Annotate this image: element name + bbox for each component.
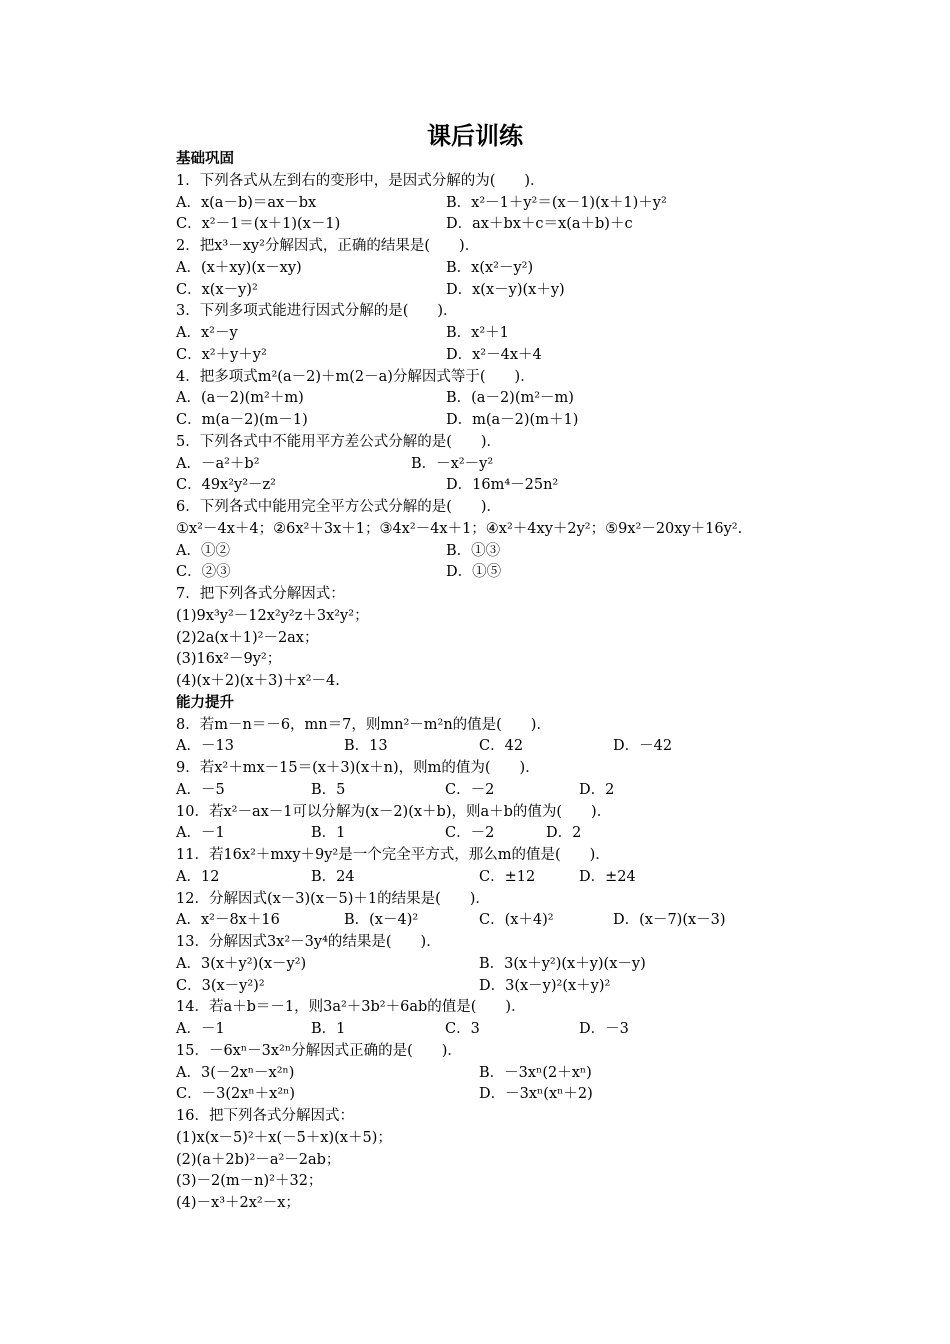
question-13-options-row-1 (176, 954, 796, 976)
option-c: C．3 (445, 1021, 480, 1037)
question-6-options-row-1 (176, 541, 796, 563)
option-c: C．49x²y²－z² (176, 477, 276, 494)
option-b: B．x²－1＋y²＝(x－1)(x＋1)＋y² (446, 194, 667, 211)
option-d: D．(x－7)(x－3) (613, 912, 726, 929)
question-4-options-row-2 (176, 410, 796, 432)
question-15-options-row-1 (176, 1063, 796, 1085)
option-a: A．x²－8x＋16 (176, 912, 280, 929)
option-b: B．－x²－y² (411, 455, 494, 472)
option-b: B．3(x＋y²)(x＋y)(x－y) (479, 955, 646, 972)
option-a: A．x(a－b)＝ax－bx (176, 194, 317, 211)
option-a: A．3(－2xⁿ－x²ⁿ) (176, 1064, 295, 1081)
page-title: 课后训练 (427, 122, 523, 150)
option-b: B．(a－2)(m²－m) (446, 390, 574, 407)
question-9-options (176, 780, 796, 802)
question-9: 9．若x²＋mx－15＝(x＋3)(x＋n)，则m的值为( )． (176, 760, 540, 776)
question-7: 7．把下列各式分解因式： (176, 586, 345, 602)
option-d: D．ax＋bx＋c＝x(a＋b)＋c (446, 216, 633, 233)
question-15-options-row-2 (176, 1084, 796, 1106)
option-a: A．－1 (176, 1021, 225, 1037)
question-1-options-row-1 (176, 193, 796, 215)
option-d: D．－42 (613, 738, 673, 755)
option-c: C．42 (479, 738, 524, 755)
question-16: 16．把下列各式分解因式： (176, 1108, 354, 1124)
question-16-part-2: (2)(a＋2b)²－a²－2ab； (176, 1151, 341, 1168)
option-c: C．(x＋4)² (479, 912, 554, 929)
option-a: A．(x＋xy)(x－xy) (176, 259, 302, 276)
question-3-options-row-2 (176, 345, 796, 367)
option-d: D．x²－4x＋4 (446, 346, 542, 363)
option-a: A．①② (176, 542, 230, 559)
option-a: A．－a²＋b² (176, 455, 260, 472)
option-b: B．x(x²－y²) (446, 259, 534, 276)
option-a: A．12 (176, 868, 220, 885)
section-heading-advanced: 能力提升 (176, 694, 234, 711)
option-d: D．2 (579, 781, 615, 798)
option-a: A．－5 (176, 781, 225, 798)
option-a: A．－13 (176, 738, 234, 755)
question-13: 13．分解因式3x²－3y⁴的结果是( )． (176, 934, 441, 950)
question-15: 15．－6xⁿ－3x²ⁿ分解因式正确的是( )． (176, 1042, 462, 1059)
section-heading-basic: 基础巩固 (176, 151, 234, 167)
worksheet-content (176, 149, 796, 1215)
question-13-options-row-2 (176, 976, 796, 998)
option-c: C．±12 (479, 868, 536, 885)
question-4: 4．把多项式m²(a－2)＋m(2－a)分解因式等于( )． (176, 368, 535, 385)
option-a: A．x²－y (176, 325, 238, 341)
question-7-part-4: (4)(x＋2)(x＋3)＋x²－4. (176, 673, 340, 689)
option-d: D．m(a－2)(m＋1) (446, 412, 579, 428)
question-14-options (176, 1019, 796, 1041)
question-6: 6．下列各式中能用完全平方公式分解的是( )． (176, 499, 502, 515)
question-10: 10．若x²－ax－1可以分解为(x－2)(x＋b)，则a＋b的值为( )． (176, 803, 612, 820)
option-b: B．①③ (446, 542, 501, 559)
option-b: B．－3xⁿ(2＋xⁿ) (479, 1064, 592, 1081)
question-2-options-row-1 (176, 258, 796, 280)
question-10-options (176, 823, 796, 845)
question-3-options-row-1 (176, 323, 796, 345)
option-b: B．1 (311, 825, 346, 842)
option-d: D．－3 (579, 1021, 629, 1037)
question-3: 3．下列多项式能进行因式分解的是( )． (176, 303, 458, 320)
question-7-part-2: (2)2a(x＋1)²－2ax； (176, 629, 319, 646)
option-b: B．13 (344, 738, 388, 755)
option-d: D．16m⁴－25n² (446, 477, 559, 494)
option-c: C．－2 (445, 781, 495, 798)
question-1-options-row-2 (176, 214, 796, 236)
question-1: 1．下列各式从左到右的变形中，是因式分解的为( )． (176, 172, 545, 189)
option-d: D．±24 (579, 868, 636, 885)
question-8-options (176, 736, 796, 758)
option-a: A．－1 (176, 825, 225, 842)
question-5-options-row-1 (176, 454, 796, 476)
question-7-part-1: (1)9x³y²－12x²y²z＋3x²y²； (176, 607, 369, 624)
question-16-part-4: (4)－x³＋2x²－x； (176, 1195, 300, 1211)
question-16-part-3: (3)－2(m－n)²＋32； (176, 1173, 323, 1190)
option-d: D．3(x－y)²(x＋y)² (479, 977, 611, 994)
question-4-options-row-1 (176, 388, 796, 410)
question-12: 12．分解因式(x－3)(x－5)＋1的结果是( )． (176, 890, 490, 907)
question-7-part-3: (3)16x²－9y²； (176, 651, 282, 668)
option-c: C．－3(2xⁿ＋x²ⁿ) (176, 1086, 296, 1103)
option-a: A．3(x＋y²)(x－y²) (176, 955, 307, 972)
option-d: D．－3xⁿ(xⁿ＋2) (479, 1086, 593, 1103)
option-d: D．①⑤ (446, 564, 502, 581)
question-11: 11．若16x²＋mxy＋9y²是一个完全平方式，那么m的值是( )． (176, 847, 610, 863)
option-b: B．5 (311, 781, 346, 798)
option-c: C．－2 (445, 825, 495, 842)
option-d: D．2 (546, 825, 582, 842)
option-b: B．24 (311, 868, 355, 885)
option-c: C．x²＋y＋y² (176, 346, 267, 363)
question-11-options (176, 867, 796, 889)
question-5-options-row-2 (176, 475, 796, 497)
question-8: 8．若m－n＝－6，mn＝7，则mn²－m²n的值是( )． (176, 716, 551, 733)
question-14: 14．若a＋b＝－1，则3a²＋3b²＋6ab的值是( )． (176, 999, 526, 1016)
question-6-items: ①x²－4x＋4；②6x²＋3x＋1；③4x²－4x＋1；④x²＋4xy＋2y²；⑤9x²－20xy＋16y². (176, 520, 743, 537)
question-2-options-row-2 (176, 280, 796, 302)
option-b: B．x²＋1 (446, 325, 509, 341)
question-2: 2．把x³－xy²分解因式，正确的结果是( )． (176, 238, 480, 254)
option-b: B．(x－4)² (344, 912, 419, 929)
option-c: C．3(x－y²)² (176, 977, 265, 994)
question-6-options-row-2 (176, 562, 796, 584)
question-5: 5．下列各式中不能用平方差公式分解的是( )． (176, 433, 502, 450)
option-c: C．x²－1＝(x＋1)(x－1) (176, 216, 341, 233)
option-b: B．1 (311, 1021, 346, 1037)
question-16-part-1: (1)x(x－5)²＋x(－5＋x)(x＋5)； (176, 1129, 392, 1146)
option-c: C．②③ (176, 564, 231, 581)
option-a: A．(a－2)(m²＋m) (176, 390, 304, 407)
option-c: C．x(x－y)² (176, 281, 258, 298)
question-12-options (176, 910, 796, 932)
option-d: D．x(x－y)(x＋y) (446, 281, 565, 298)
option-c: C．m(a－2)(m－1) (176, 412, 308, 428)
